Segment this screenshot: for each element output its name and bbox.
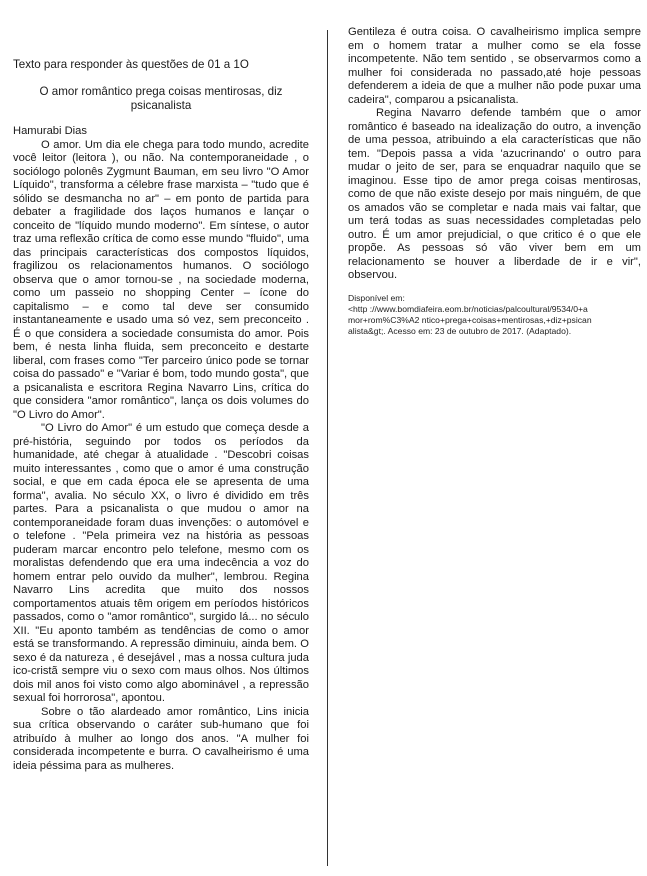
paragraph: "O Livro do Amor" é um estudo que começa desde a pré-história, seguindo por todos os períodos da humanidade, até chegar à atualidade . "Descobri coisas muito interessantes , como que o amor é uma construção social, e que em cada época ele se apresenta de uma forma", avalia. No século XX, o livro é dividido em três partes. Para a psicanalista o que mudou o amor na contemporaneidade foram duas invenções: o automóvel e o telefone . "Pela primeira vez na história as pessoas puderam marcar encontro pelo telefone, mesmo com os moralistas defendendo que era uma indecência a voz do homem entrar pelo ouvido da mulher", lembrou. Regina Navarro Lins acredita que muito dos nossos comportamentos atuais têm origem em períodos históricos passados, como o "amor romântico", surgido lá... no século XII. "Eu aponto também as tendências de como o amor está se transformando. A repressão diminuiu, ainda bem. O sexo é da natureza , é desejável , mas a nossa cultura juda ico-cristã sempre viu o sexo com maus olhos. Nos últimos dois mil anos foi visto como algo abominável , a repressão sexual foi horrorosa", apontou.	[13, 422, 309, 704]
source-citation	[348, 293, 641, 337]
source-line: alista&gt;. Acesso em: 23 de outubro de 2017. (Adaptado).	[348, 325, 572, 336]
author-name: Hamurabi Dias	[13, 125, 87, 137]
article-title: O amor romântico prega coisas mentirosas, diz psicanalista	[39, 85, 283, 112]
source-line: <http ://www.bomdiafeira.eom.br/noticias/palcoultural/9534/0+a	[348, 303, 588, 314]
source-label: Disponível em:	[348, 292, 405, 303]
paragraph: Regina Navarro defende também que o amor romântico é baseado na idealização do outro, a invenção de uma pessoa, atribuindo a ela características que não tem. "Depois passa a vida 'azucrinando' o outro para mudar o jeito de ser, para se enquadrar naquilo que se imaginou. Esse tipo de amor prega coisas mentirosas, como de que não existe desejo por mais ninguém, de que os amados vão se completar e nada mais vai faltar, que um terá todas as suas necessidades completadas pelo outro. É um amor prejudicial, o que critico é o que ele propõe. As pessoas só vão viver bem em um relacionamento se houver a liberdade de ir e vir", observou.	[348, 107, 641, 281]
column-divider	[327, 30, 328, 866]
paragraph: O amor. Um dia ele chega para todo mundo, acredite você leitor (leitora ), ou não. Na contemporaneidade , o sociólogo polonês Zygmunt Bauman, em seu livro "O Amor Líquido", transforma a célebre frase marxista – "tudo que é sólido se desmancha no ar" – em ponto de partida para debater a fragilidade dos laços humanos e lançar o conceito de "líquido mundo moderno". Em síntese, o autor traz uma reflexão crítica de como esse mundo "fluido", uma das principais características dos compostos líquidos, fragilizou os relacionamentos humanos. O sociólogo observa que o amor tornou-se , na sociedade moderna, como um passeio no shopping Center – ícone do capitalismo – e como tal deve ser consumido instantaneamente e usado uma só vez, sem preconceito . É o que considera a sociedade consumista do amor. Pois bem, é nesta linha fluida, sem preconceito e destarte liberal, com frases como "Ter parceiro único pode se tornar coisa do passado" e "Variar é bom, todo mundo gosta", que a psicanalista e escritora Regina Navarro Lins, crítica do que considera "amor romântico", lança os dois volumes do "O Livro do Amor".	[13, 138, 309, 421]
intro-text: Texto para responder às questões de 01 a 1O	[13, 58, 249, 71]
source-line: mor+rom%C3%A2 ntico+prega+coisas+mentirosas,+diz+psican	[348, 314, 592, 325]
paragraph: Sobre o tão alardeado amor romântico, Lins inicia sua crítica observando o caráter sub-humano que foi atribuído à mulher ao longo dos anos. "A mulher foi considerada incompetente e burra. O cavalheirismo é uma ideia péssima para as mulheres.	[13, 705, 309, 772]
paragraph: Gentileza é outra coisa. O cavalheirismo implica sempre em o homem tratar a mulher como se ela fosse incompetente. Não tem sentido , se observarmos como a mulher foi considerada no passado,até hoje pessoas defenderem a ideia de que a mulher não pode puxar uma cadeira", comparou a psicanalista.	[348, 26, 641, 106]
left-column	[13, 58, 309, 773]
right-column	[348, 26, 641, 337]
